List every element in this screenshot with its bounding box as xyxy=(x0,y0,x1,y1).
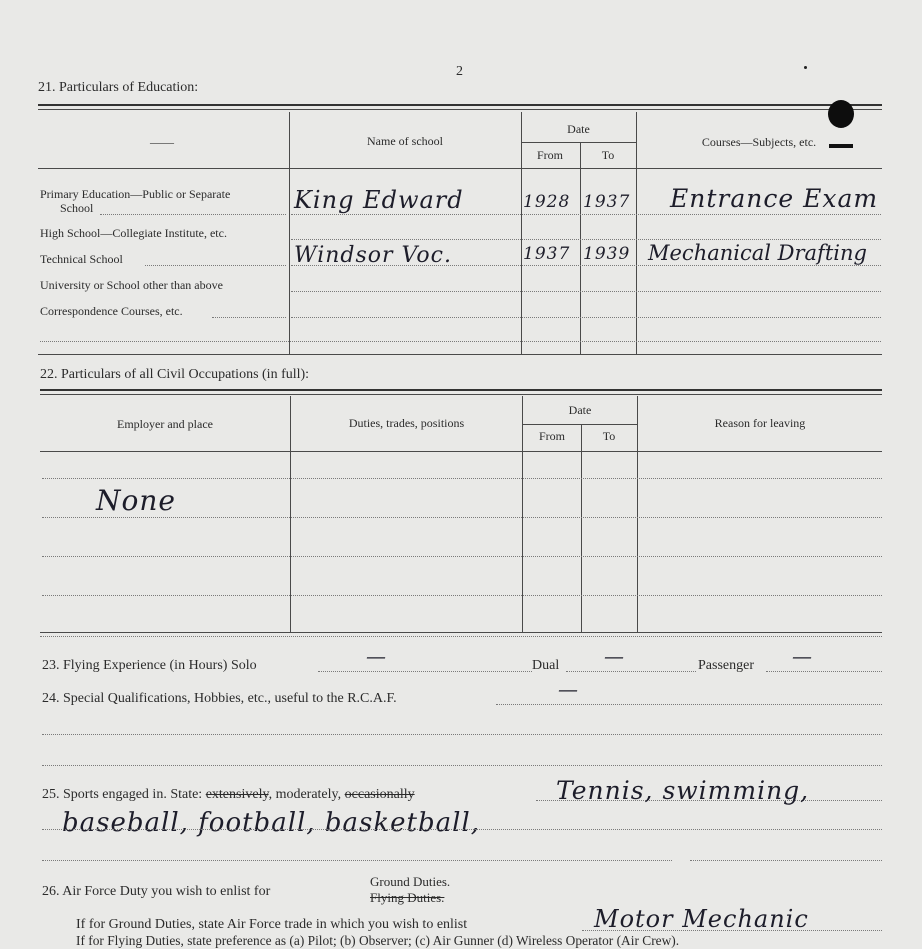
column-divider xyxy=(522,396,523,632)
row-line xyxy=(291,214,881,215)
section-23-label: 23. Flying Experience (in Hours) Solo xyxy=(42,658,257,673)
section-21-title: 21. Particulars of Education: xyxy=(38,80,199,95)
row-line xyxy=(40,341,881,342)
divider xyxy=(40,394,882,395)
divider xyxy=(40,389,882,391)
ink-mark xyxy=(829,144,853,148)
blank-line xyxy=(42,829,882,830)
column-header-school: Name of school xyxy=(367,134,443,148)
divider xyxy=(38,104,882,106)
section-21-bottom xyxy=(38,354,882,355)
column-header-courses: Courses—Subjects, etc. xyxy=(701,135,817,149)
leader-dots xyxy=(100,214,286,215)
row-line xyxy=(42,595,882,596)
trade-entry: Motor Mechanic xyxy=(594,905,809,933)
column-divider xyxy=(289,112,290,354)
leader-dots xyxy=(566,671,696,672)
passenger-label: Passenger xyxy=(698,658,754,673)
row-line xyxy=(42,517,882,518)
leader-dots xyxy=(496,704,882,705)
date-header-divider xyxy=(523,424,637,425)
leader-dots xyxy=(212,317,286,318)
row-label-technical: Technical School xyxy=(40,252,123,266)
divider xyxy=(38,109,882,110)
sports-entry-line-2: baseball, football, basketball, xyxy=(62,808,480,838)
sports-option-occasionally: occasionally xyxy=(344,787,415,802)
row-label-primary-school: School xyxy=(60,201,94,215)
section-24-label: 24. Special Qualifications, Hobbies, etc., useful to the R.C.A.F. xyxy=(42,691,397,706)
sports-option-extensively: extensively xyxy=(205,787,269,802)
ground-duties-question: If for Ground Duties, state Air Force trade in which you wish to enlist xyxy=(76,917,468,932)
header-bottom-line xyxy=(40,451,882,452)
ink-speck xyxy=(804,66,807,69)
row-label-correspondence: Correspondence Courses, etc. xyxy=(40,304,183,318)
column-header-blank: —— xyxy=(150,135,174,149)
technical-school-name: Windsor Voc. xyxy=(294,243,452,268)
column-divider xyxy=(637,396,638,632)
special-qualifications-value: — xyxy=(558,677,579,701)
primary-to-year: 1937 xyxy=(583,192,631,212)
row-line xyxy=(291,291,881,292)
row-label-university: University or School other than above xyxy=(40,278,223,292)
technical-to-year: 1939 xyxy=(583,244,631,264)
solo-hours-value: — xyxy=(366,644,387,668)
duty-option-flying: Flying Duties. xyxy=(370,890,445,905)
sports-entry-line-1: Tennis, swimming, xyxy=(556,776,810,805)
column-header-from: From xyxy=(536,148,563,162)
column-header-date: Date xyxy=(567,122,590,136)
sports-label-prefix: 25. Sports engaged in. State: xyxy=(42,787,206,802)
primary-school-name: King Edward xyxy=(294,186,464,214)
flying-duties-question: If for Flying Duties, state preference as (a) Pilot; (b) Observer; (c) Air Gunner (d) Wireless Operator (Air Crew). xyxy=(76,933,680,948)
row-label-high-school: High School—Collegiate Institute, etc. xyxy=(40,226,227,240)
leader-dots xyxy=(766,671,882,672)
row-label-primary: Primary Education—Public or Separate xyxy=(40,187,231,201)
column-header-to: To xyxy=(601,148,615,162)
primary-courses: Entrance Exam xyxy=(670,184,879,213)
column-header-employer: Employer and place xyxy=(117,417,213,431)
column-header-from: From xyxy=(538,429,565,443)
row-line xyxy=(40,636,882,637)
page-number: 2 xyxy=(456,64,463,79)
passenger-hours-value: — xyxy=(792,644,813,668)
dual-hours-value: — xyxy=(604,644,625,668)
primary-from-year: 1928 xyxy=(523,192,571,212)
column-divider xyxy=(581,424,582,632)
section-26-label: 26. Air Force Duty you wish to enlist for xyxy=(42,884,271,899)
date-header-divider xyxy=(521,142,636,143)
leader-dots xyxy=(318,671,532,672)
column-divider xyxy=(290,396,291,632)
technical-courses: Mechanical Drafting xyxy=(648,241,867,265)
row-line xyxy=(42,478,882,479)
duty-option-ground: Ground Duties. xyxy=(370,874,451,889)
sports-option-moderately: , moderately, xyxy=(268,787,345,802)
punch-hole xyxy=(828,100,854,128)
row-line xyxy=(291,317,881,318)
section-25-label xyxy=(42,787,415,803)
section-22-bottom xyxy=(40,632,882,633)
column-divider xyxy=(580,142,581,354)
row-line xyxy=(42,556,882,557)
blank-line xyxy=(42,734,882,735)
occupation-entry: None xyxy=(96,484,176,517)
blank-line xyxy=(690,860,882,861)
blank-line xyxy=(42,765,882,766)
blank-line xyxy=(42,860,672,861)
section-22-title: 22. Particulars of all Civil Occupations (in full): xyxy=(40,367,310,382)
column-header-reason: Reason for leaving xyxy=(714,416,806,430)
dual-label: Dual xyxy=(532,658,560,673)
column-header-date: Date xyxy=(568,403,592,417)
technical-from-year: 1937 xyxy=(523,244,571,264)
column-header-duties: Duties, trades, positions xyxy=(348,416,465,430)
leader-dots xyxy=(145,265,286,266)
row-line xyxy=(291,239,881,240)
column-header-to: To xyxy=(602,429,616,443)
header-bottom-line xyxy=(38,168,882,169)
